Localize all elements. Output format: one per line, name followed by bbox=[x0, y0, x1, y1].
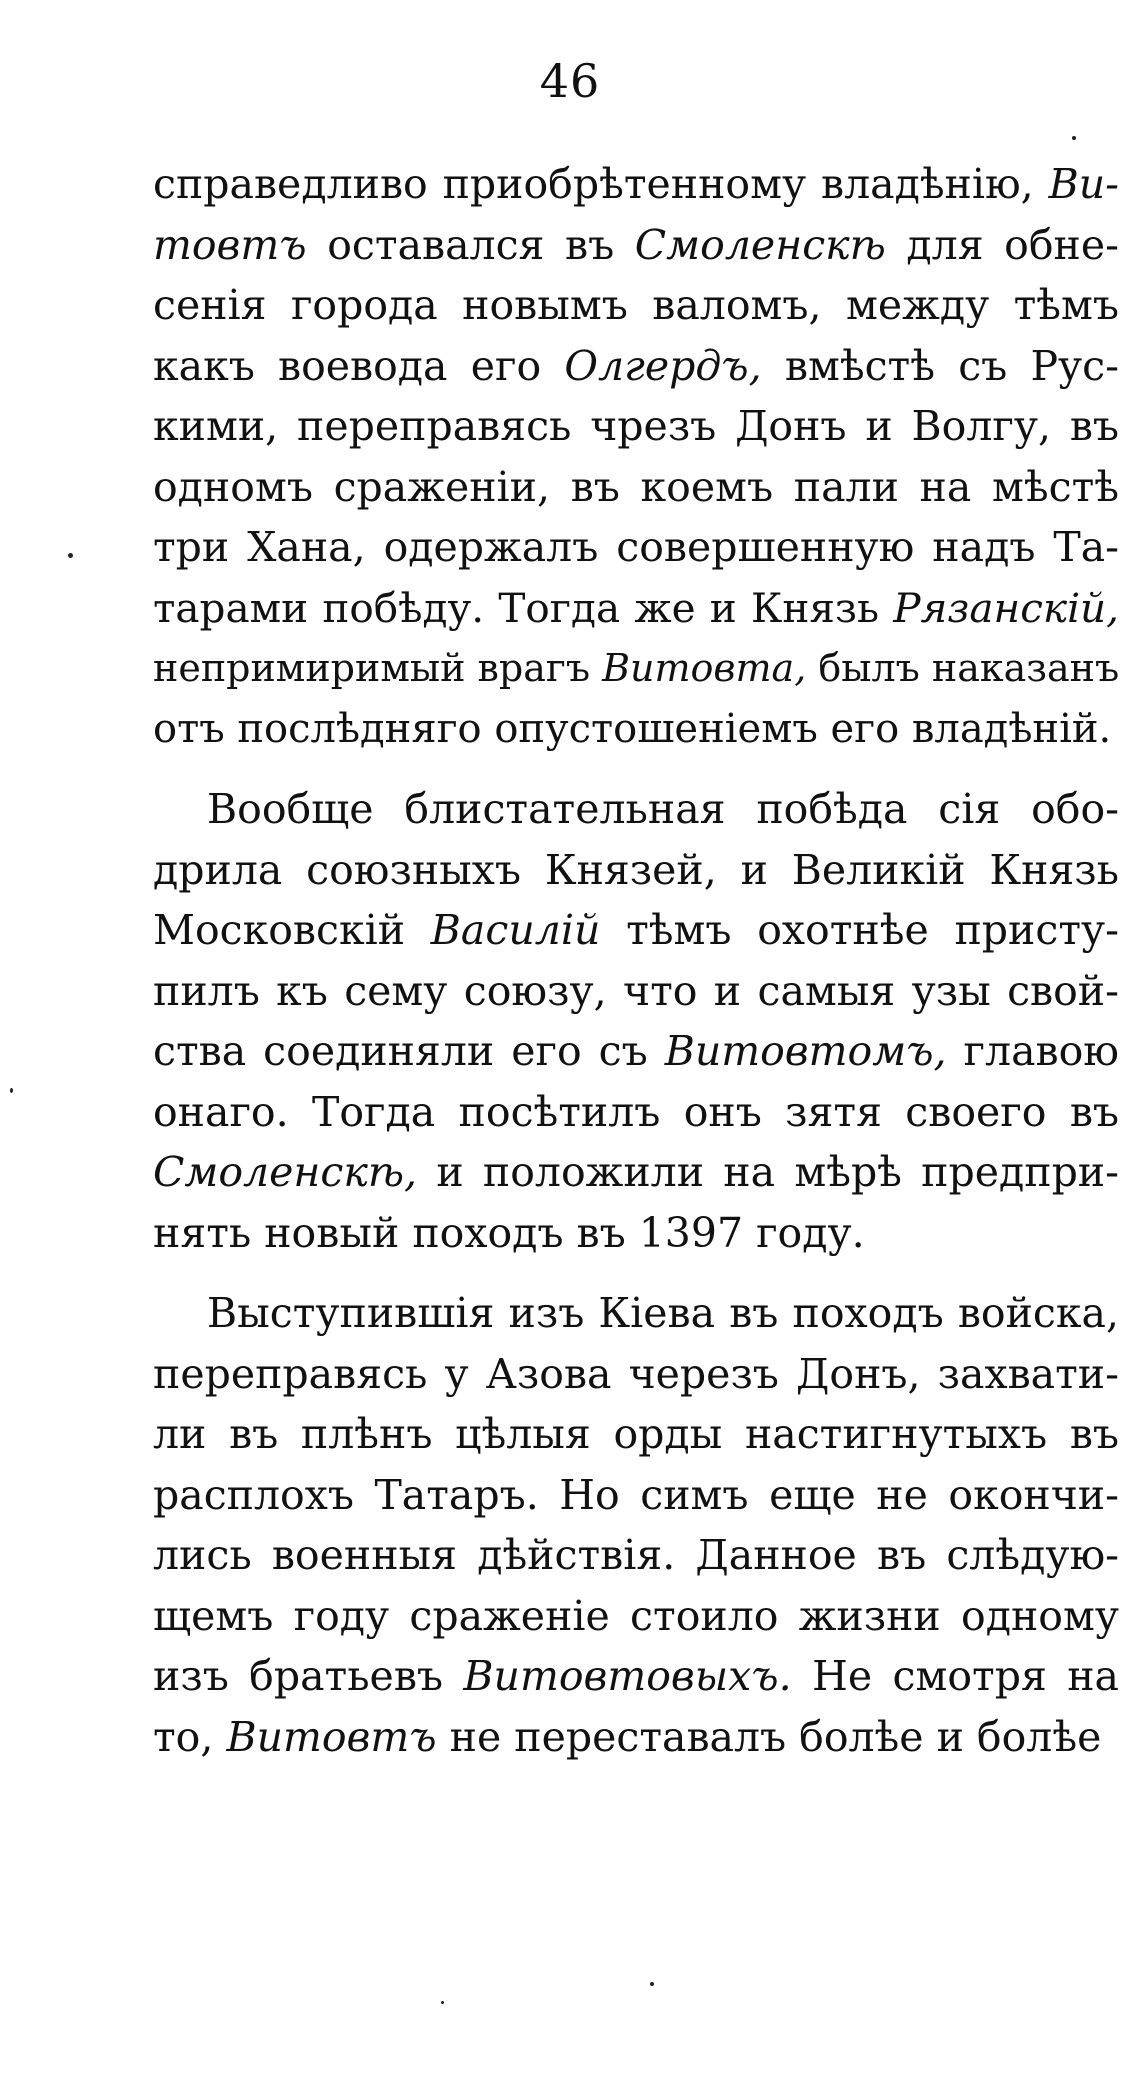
text-run: тѣмъ охотнѣе присту- bbox=[600, 906, 1119, 954]
text-run: сенія города новымъ валомъ, между тѣмъ bbox=[153, 281, 1119, 329]
text-line bbox=[153, 396, 1119, 457]
italic-name: Смоленскѣ bbox=[634, 220, 886, 269]
text-run: Не смотря на bbox=[791, 1652, 1119, 1700]
italic-name: Олгердъ, bbox=[564, 341, 762, 390]
text-line bbox=[153, 1021, 1119, 1082]
text-line bbox=[153, 840, 1119, 901]
text-line bbox=[153, 215, 1119, 276]
text-run: вмѣстѣ съ Рус- bbox=[761, 341, 1119, 390]
text-run: непримиримый врагъ bbox=[153, 646, 603, 690]
text-body bbox=[153, 154, 1119, 1767]
paragraph-gap bbox=[153, 1263, 1119, 1283]
text-run: расплохъ Татаръ. Но симъ еще не окончи- bbox=[153, 1470, 1119, 1519]
italic-name: Витовта, bbox=[602, 646, 807, 690]
text-run: оставался въ bbox=[306, 220, 635, 269]
text-run: переправясь у Азова черезъ Донъ, захвати- bbox=[153, 1349, 1119, 1398]
text-line bbox=[153, 1707, 1119, 1768]
paragraph bbox=[153, 1283, 1119, 1767]
text-run: Московскій bbox=[153, 906, 431, 954]
text-run: кими, переправясь чрезъ Донъ и Волгу, въ bbox=[153, 402, 1119, 450]
paragraph-gap bbox=[153, 759, 1119, 779]
paper-speck bbox=[650, 1982, 654, 1986]
text-line bbox=[153, 1344, 1119, 1405]
text-run: какъ воевода его bbox=[153, 341, 565, 390]
text-run: и положили на мѣрѣ предпри- bbox=[417, 1148, 1119, 1196]
text-run: щемъ году сраженіе стоило жизни одному bbox=[153, 1591, 1119, 1640]
italic-name: Витовтомъ, bbox=[664, 1027, 947, 1075]
text-line bbox=[153, 638, 1119, 699]
text-line bbox=[153, 699, 1119, 760]
text-run: три Хана, одержалъ совершенную надъ Та- bbox=[153, 523, 1119, 571]
italic-name: Витовтъ bbox=[226, 1712, 437, 1761]
text-run: Вообще блистательная побѣда сія обо- bbox=[207, 785, 1119, 833]
text-line bbox=[153, 275, 1119, 336]
paper-speck bbox=[1072, 136, 1076, 140]
text-run: Выступившія изъ Кіева въ походъ войска, bbox=[207, 1289, 1119, 1337]
paper-speck bbox=[441, 2001, 444, 2004]
italic-name: Витовтовыхъ. bbox=[463, 1652, 792, 1700]
text-line bbox=[153, 336, 1119, 397]
text-run: то, bbox=[153, 1712, 227, 1761]
text-run: онаго. Тогда посѣтилъ онъ зятя своего въ bbox=[153, 1087, 1119, 1136]
paper-speck bbox=[68, 553, 73, 558]
text-line bbox=[153, 457, 1119, 518]
italic-name: товтъ bbox=[153, 220, 307, 269]
italic-name: Василій bbox=[430, 906, 601, 954]
text-run: тарами побѣду. Тогда же и Князь bbox=[153, 583, 894, 632]
italic-name: Смоленскѣ, bbox=[153, 1148, 418, 1196]
text-line bbox=[153, 1082, 1119, 1143]
text-line bbox=[153, 517, 1119, 578]
text-run: одномъ сраженіи, въ коемъ пали на мѣстѣ bbox=[153, 462, 1119, 511]
text-run: ства соединяли его съ bbox=[153, 1027, 665, 1075]
text-line bbox=[153, 1646, 1119, 1707]
page-number: 46 bbox=[539, 54, 601, 108]
text-line bbox=[153, 154, 1119, 215]
paper-speck bbox=[10, 1088, 13, 1093]
text-line bbox=[153, 900, 1119, 961]
text-line bbox=[153, 1404, 1119, 1465]
text-run: дрила союзныхъ Князей, и Великій Князь bbox=[153, 845, 1119, 894]
text-line bbox=[153, 1142, 1119, 1203]
text-run: не переставалъ болѣе и болѣе bbox=[436, 1712, 1102, 1761]
text-line bbox=[153, 779, 1119, 840]
text-run: лись военныя дѣйствія. Данное въ слѣдую- bbox=[153, 1531, 1119, 1579]
text-run: отъ послѣдняго опустошеніемъ его владѣній. bbox=[153, 705, 1112, 752]
text-line bbox=[153, 1525, 1119, 1586]
text-run: изъ братьевъ bbox=[153, 1652, 464, 1700]
text-line bbox=[153, 1586, 1119, 1647]
text-line bbox=[153, 1283, 1119, 1344]
text-line bbox=[153, 578, 1119, 639]
text-run: главою bbox=[946, 1027, 1119, 1075]
text-run: ли въ плѣнъ цѣлыя орды настигнутыхъ въ bbox=[153, 1410, 1119, 1458]
text-run: для обне- bbox=[885, 220, 1119, 269]
text-line bbox=[153, 1203, 1119, 1264]
paragraph bbox=[153, 154, 1119, 759]
italic-name: Рязанскій, bbox=[893, 583, 1119, 632]
text-line bbox=[153, 961, 1119, 1022]
text-run: пилъ къ сему союзу, что и самыя узы свой- bbox=[153, 966, 1119, 1015]
text-run: нять новый походъ въ 1397 году. bbox=[153, 1208, 865, 1257]
text-run: былъ наказанъ bbox=[806, 646, 1119, 690]
italic-name: Ви- bbox=[1048, 160, 1119, 208]
paragraph bbox=[153, 779, 1119, 1263]
text-line bbox=[153, 1465, 1119, 1526]
text-run: справедливо приобрѣтенному владѣнію, bbox=[153, 160, 1049, 208]
